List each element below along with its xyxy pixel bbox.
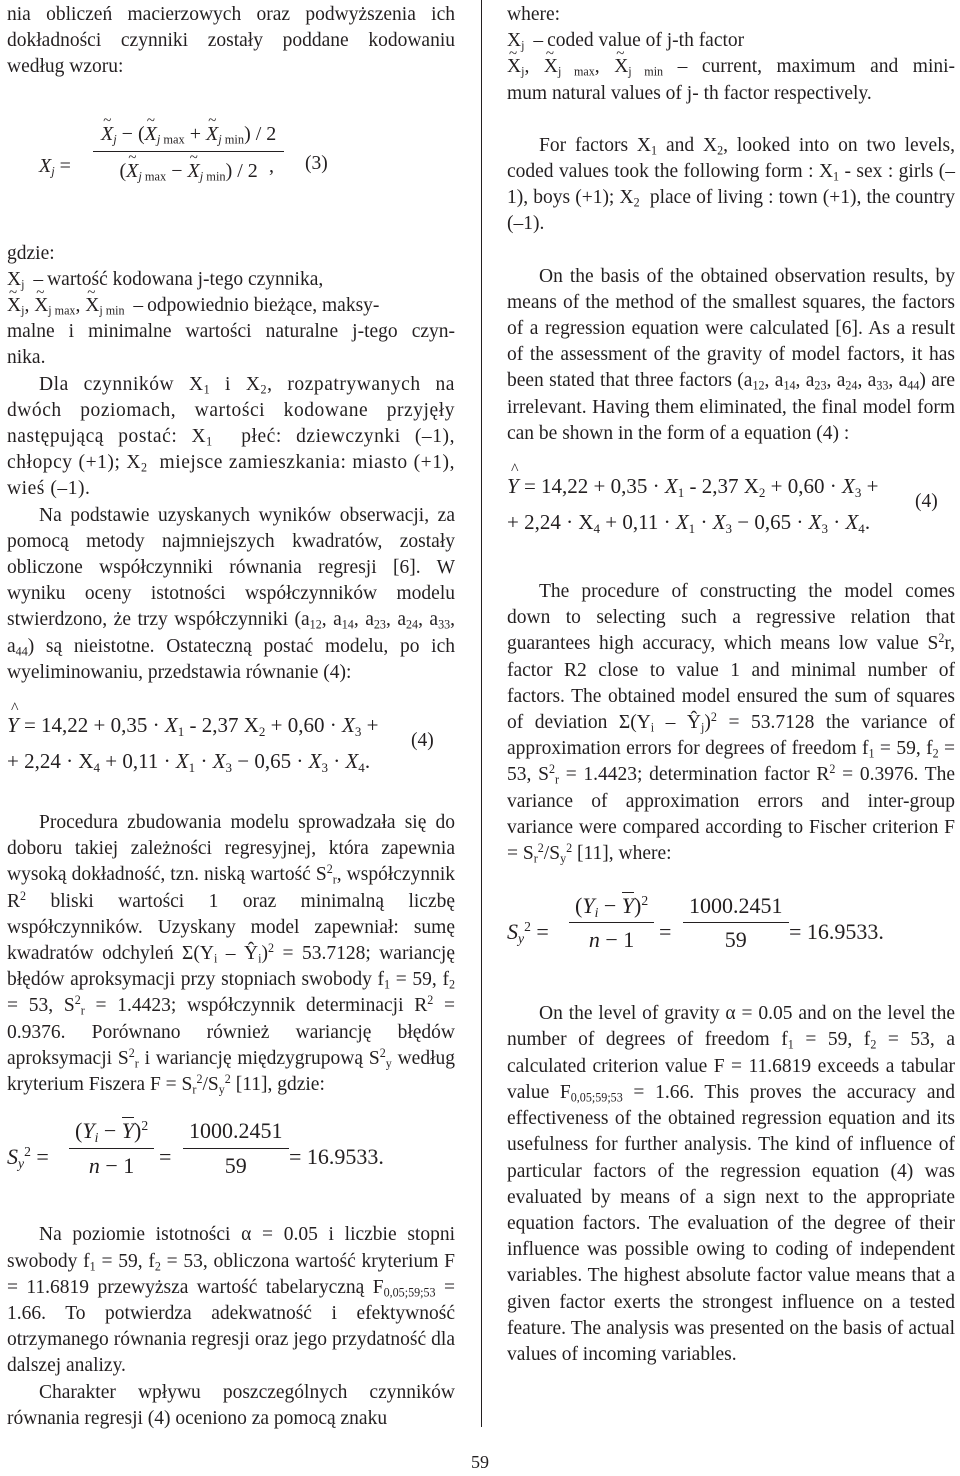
definitions xyxy=(7,241,455,372)
definition-text: malne i minimalne wartości naturalne j-tego czyn- xyxy=(7,321,455,343)
variance-formula xyxy=(7,1114,455,1222)
eq4-line-1: ^ $Y = 14,22 + 0,35 \cdot X_1 - 2,37$ $X_2 + 0,60 \cdot X_3$ + xyxy=(7,708,378,742)
sy-num-value: 1000.2451 xyxy=(683,893,789,923)
sy-equals: = xyxy=(659,919,672,945)
sy-den-value: 59 xyxy=(724,927,747,953)
right-column xyxy=(507,0,955,1368)
paragraph: Na poziomie istotności α = 0.05 i liczbie stopni swobody $f_1 = 59$, $f_2 = 53$, obliczona wartość kryterium F = 11.6819 przewyższa wartość tabelaryczną $F_{0,05;59;53} = 1.66$. To potwierdza adekwatność i efektywność otrzymanego równania regresji oraz jego przydatność dla dalszej analizy. xyxy=(7,1224,455,1377)
sy-fraction-2 xyxy=(183,1118,289,1178)
definition-text: wartość kodowana j-tego czynnika, xyxy=(47,268,324,290)
sy-fraction-1: $(Y_i - Y)^2$ n − 1 xyxy=(69,1118,154,1178)
sy-num-value: 1000.2451 xyxy=(183,1118,289,1148)
eq3-lhs: $X_j$ = xyxy=(39,154,71,179)
paragraph: Charakter wpływu poszczególnych czynników równania regresji (4) oceniono za pomocą znaku xyxy=(7,1381,455,1429)
eq4-line-2: + $2,24 \cdot X_4 + 0,11 \cdot X_1 \cdot X_3 - 0,65 \cdot X_3 \cdot X_4$. xyxy=(507,510,871,536)
eq4-line-1: ^ $Y = 14,22 + 0,35 \cdot X_1 - 2,37$ $X_2 + 0,60 \cdot X_3$ + xyxy=(507,469,878,503)
paragraph: On the basis of the obtained observation results, by means of the method of the smallest squares, the factors of a regression equation were calculated [6]. As a result of the assessment of the gravity of model factors, it has been stated that three factors ($a_{12}$, $a_{14}$, $a_{23}$, $a_{24}$, $a_{33}$, $a_{44}$) are irrelevant. Having them eliminated, the final model form can be shown in the form of a equation (4) : xyxy=(507,265,956,444)
sy-fraction-2 xyxy=(683,893,789,953)
paragraph: Procedura zbudowania modelu sprowadzała się do doboru takiej zależności regresyjnej, która zapewnia wysoką dokładność, tzn. niską wartość $S^2_r$, współczynnik $R^2$ bliski wartości 1 oraz minimalną liczbę współczynników. Uzyskany model zapewniał: sumę kwadratów odchyleń $\Sigma(Y_i$ – $Ŷ_i)^2 = 53.7128$; wariancję błędów aproksymacji przy stopniach swobody $f_1 = 59$, $f_2 = 53$, $S^2_r = 1.4423$; współczynnik determinacji $R^2 = 0.9376$. Porównano również wariancję błędów aproksymacji $S^2_r$ i wariancję międzygrupową $S^2_y$ według kryterium Fiszera $F = S_r^2/S_y^2$ [11], gdzie: xyxy=(7,812,456,1097)
intro-line: dokładności czynniki zostały poddane kodowaniu xyxy=(7,30,455,52)
intro-text xyxy=(7,0,455,81)
sy-result: = 16.9533. xyxy=(789,919,884,945)
definitions xyxy=(507,0,955,107)
eq3-comma: , xyxy=(269,154,274,177)
definition-text: mum natural values of j- th factor respectively. xyxy=(507,82,872,104)
definition-text: coded value of j-th factor xyxy=(547,30,745,52)
definition-range: ~ $X_j$, ~ $X_{j max}$, ~ $X_{j min}$ – current, maximum and mini- xyxy=(507,54,955,80)
eq4-number: (4) xyxy=(915,491,938,513)
definition-range: ~ $X_j$, ~ $X_{j max}$, ~ $X_{j min}$ – odpowiednio bieżące, maksy- xyxy=(7,293,455,319)
paragraph: Na podstawie uzyskanych wyników obserwacji, za pomocą metody najmniejszych kwadratów, zostały obliczone współczynniki równania regresji [6]. W wyniku oceny istotności współczynników modelu stwierdzono, że trzy współczynniki ($a_{12}$, $a_{14}$, $a_{23}$, $a_{24}$, $a_{33}$, $a_{44}$) są nieistotne. Ostateczną postać modelu, po ich wyeliminowaniu, przedstawia równanie (4): xyxy=(7,504,456,683)
equation-3 xyxy=(7,121,455,233)
paragraph: The procedure of constructing the model comes down to selecting such a regressive relation that guarantees high accuracy, which means low value $S^2r$, factor R2 close to value 1 and minimal number of factors. The obtained model ensured the sum of squares of deviation $\Sigma(Y_i$ – $Ŷ_j)^2 = 53.7128$ the variance of approximation errors for degrees of freedom $f_1 = 59$, $f_2 = 53$, $S^2_r = 1.4423$; determination factor $R^2 = 0.3976$. The variance of approximation errors and inter-group variance were compared according to Fischer criterion $F = S_r^2/S_y^2$ [11], where: xyxy=(507,581,956,866)
eq4-line-2: + $2,24 \cdot X_4 + 0,11 \cdot X_1 \cdot X_3 - 0,65 \cdot X_3 \cdot X_4$. xyxy=(7,749,371,775)
equation-4 xyxy=(7,700,455,810)
where-label: where: xyxy=(507,4,561,25)
intro-line: nia obliczeń macierzowych oraz podwyższenia ich xyxy=(7,4,455,25)
definition-text: current, maximum and mini- xyxy=(701,56,956,78)
eq3-number: (3) xyxy=(305,152,328,174)
paragraph: On the level of gravity α = 0.05 and on the level the number of degrees of freedom $f_1 = 59$, $f_2 = 53$, a calculated criterion value F = 11.6819 exceeds a tabular value $F_{0,05;59;53} = 1.66$. This proves the accuracy and effectiveness of the obtained regression equation and its usefulness for further analysis. The kind of influence of particular factors of the regression equation (4) was evaluated by means of a sign next to the appropriate equation factors. The evaluation of the degree of their influence was possible owing to coding of independent variables. The highest absolute factor value means that a given factor exerts the strongest influence on a tested feature. The analysis was presented on the basis of actual values of incoming variables. xyxy=(507,1003,956,1365)
sy-lhs: $S_y^2$ = xyxy=(507,919,549,947)
eq4-number: (4) xyxy=(411,730,434,752)
sy-fraction-1: $(Y_i - Y)^2$ n − 1 xyxy=(569,893,654,953)
definition-text: odpowiednio bieżące, maksy- xyxy=(147,295,380,317)
column-divider xyxy=(481,0,482,1427)
left-column xyxy=(7,0,455,1432)
definition-xj: $X_j$ – coded value of j-th factor xyxy=(507,30,745,53)
sy-equals: = xyxy=(159,1144,172,1170)
gdzie-label: gdzie: xyxy=(7,242,55,264)
definition-xj: $X_j$ – wartość kodowana j-tego czynnika, xyxy=(7,268,324,292)
paragraph: Dla czynników $X_1$ i $X_2$, rozpatrywanych na dwóch poziomach, wartości kodowane przyjęły następującą postać: $X_1$ płeć: dziewczynki (–1), chłopcy (+1); $X_2$ miejsce zamieszkania: miasto (+1), wieś (–1). xyxy=(7,373,455,500)
paragraph: For factors $X_1$ and $X_2$, looked into on two levels, coded values took the following form : $X_1$ - sex : girls (–1), boys (+1); $X_2$ place of living : town (+1), the country (–1). xyxy=(507,134,955,235)
intro-line: według wzoru: xyxy=(7,56,124,78)
eq3-fraction: ~ $X_j$ − (~ $X_{j max}$ + ~ $X_{j min}) / 2$ (~ $X_{j max}$ − ~ $X_{j min}) / 2$ xyxy=(93,121,284,184)
sy-den-value: 59 xyxy=(224,1152,247,1178)
definition-text: nika. xyxy=(7,347,46,369)
page-number: 59 xyxy=(471,1452,489,1472)
equation-4 xyxy=(507,469,955,579)
sy-lhs: $S_y^2$ = xyxy=(7,1144,49,1172)
variance-formula xyxy=(507,889,955,997)
sy-result: = 16.9533. xyxy=(289,1144,384,1170)
